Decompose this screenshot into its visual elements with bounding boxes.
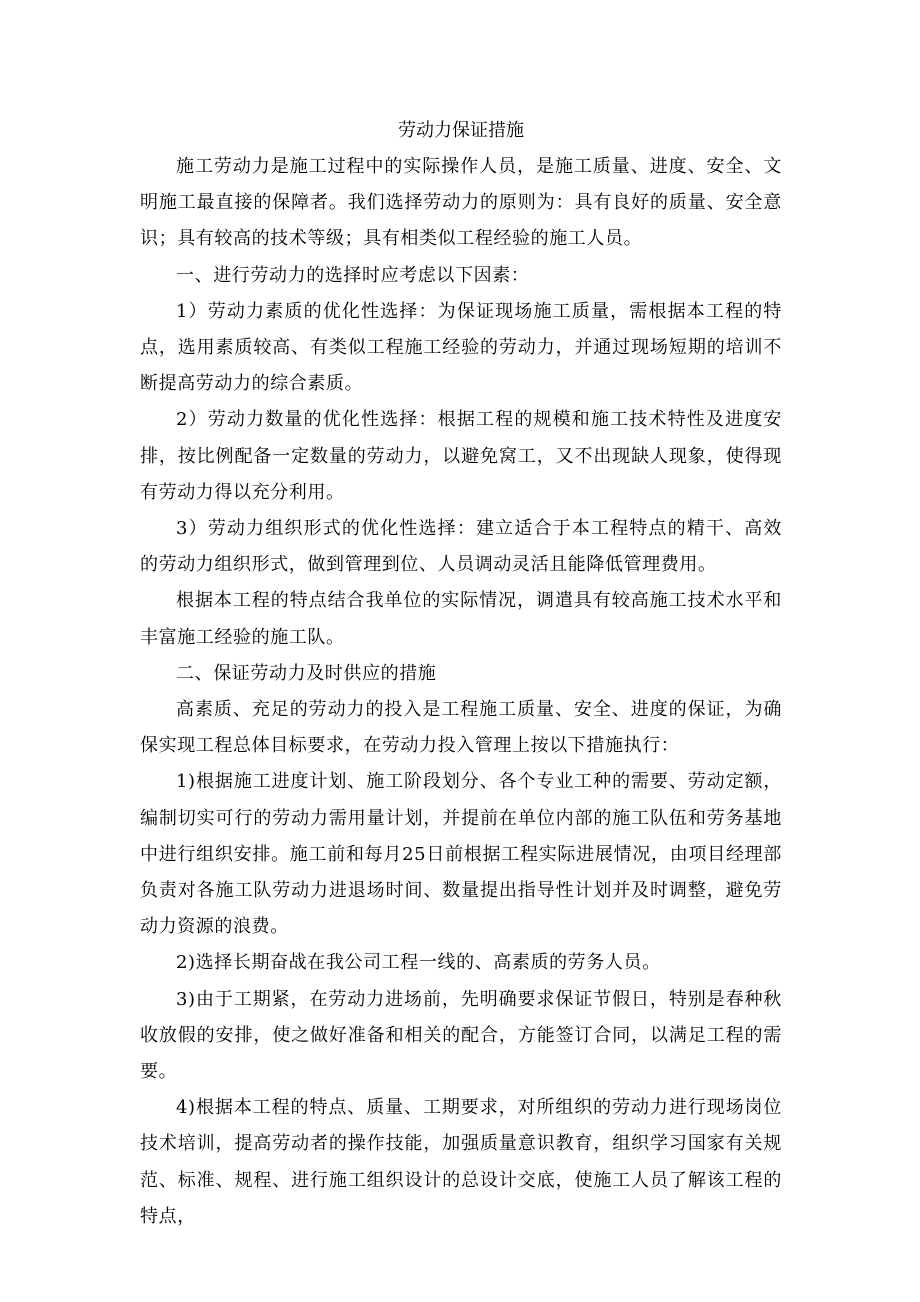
paragraph-section-1-summary: 根据本工程的特点结合我单位的实际情况，调遣具有较高施工技术水平和丰富施工经验的施工队。	[140, 590, 782, 648]
paragraph-item-2-3: 3)由于工期紧，在劳动力进场前，先明确要求保证节假日，特别是春种秋收放假的安排，使之做好准备和相关的配合，方能签订合同，以满足工程的需要。	[140, 988, 782, 1083]
paragraph-item-1-3: 3）劳动力组织形式的优化性选择：建立适合于本工程特点的精干、高效的劳动力组织形式，做到管理到位、人员调动灵活且能降低管理费用。	[140, 518, 782, 576]
paragraph-intro: 施工劳动力是施工过程中的实际操作人员，是施工质量、进度、安全、文明施工最直接的保障者。我们选择劳动力的原则为：具有良好的质量、安全意识；具有较高的技术等级；具有相类似工程经验的施工人员。	[140, 156, 782, 250]
section-heading-2: 二、保证劳动力及时供应的措施	[176, 662, 437, 684]
paragraph-section-2-intro: 高素质、充足的劳动力的投入是工程施工质量、安全、进度的保证，为确保实现工程总体目标要求，在劳动力投入管理上按以下措施执行：	[140, 699, 782, 757]
document-body	[140, 113, 782, 1235]
paragraph-item-1-1: 1）劳动力素质的优化性选择：为保证现场施工质量，需根据本工程的特点，选用素质较高、有类似工程施工经验的劳动力，并通过现场短期的培训不断提高劳动力的综合素质。	[140, 300, 782, 395]
section-heading-1: 一、进行劳动力的选择时应考虑以下因素：	[176, 264, 530, 286]
document-title: 劳动力保证措施	[398, 120, 524, 141]
paragraph-item-2-1: 1)根据施工进度计划、施工阶段划分、各个专业工种的需要、劳动定额，编制切实可行的劳动力需用量计划，并提前在单位内部的施工队伍和劳务基地中进行组织安排。施工前和每月25日前根据工程实际进展情况，由项目经理部负责对各施工队劳动力进退场时间、数量提出指导性计划并及时调整，避免劳动力资源的浪费。	[140, 771, 782, 938]
paragraph-item-1-2: 2）劳动力数量的优化性选择：根据工程的规模和施工技术特性及进度安排，按比例配备一定数量的劳动力，以避免窝工，又不出现缺人现象，使得现有劳动力得以充分利用。	[140, 409, 782, 503]
paragraph-item-2-4: 4)根据本工程的特点、质量、工期要求，对所组织的劳动力进行现场岗位技术培训，提高劳动者的操作技能，加强质量意识教育，组织学习国家有关规范、标准、规程、进行施工组织设计的总设计交底，使施工人员了解该工程的特点，	[140, 1097, 782, 1227]
paragraph-item-2-2: 2)选择长期奋战在我公司工程一线的、高素质的劳务人员。	[176, 952, 661, 974]
